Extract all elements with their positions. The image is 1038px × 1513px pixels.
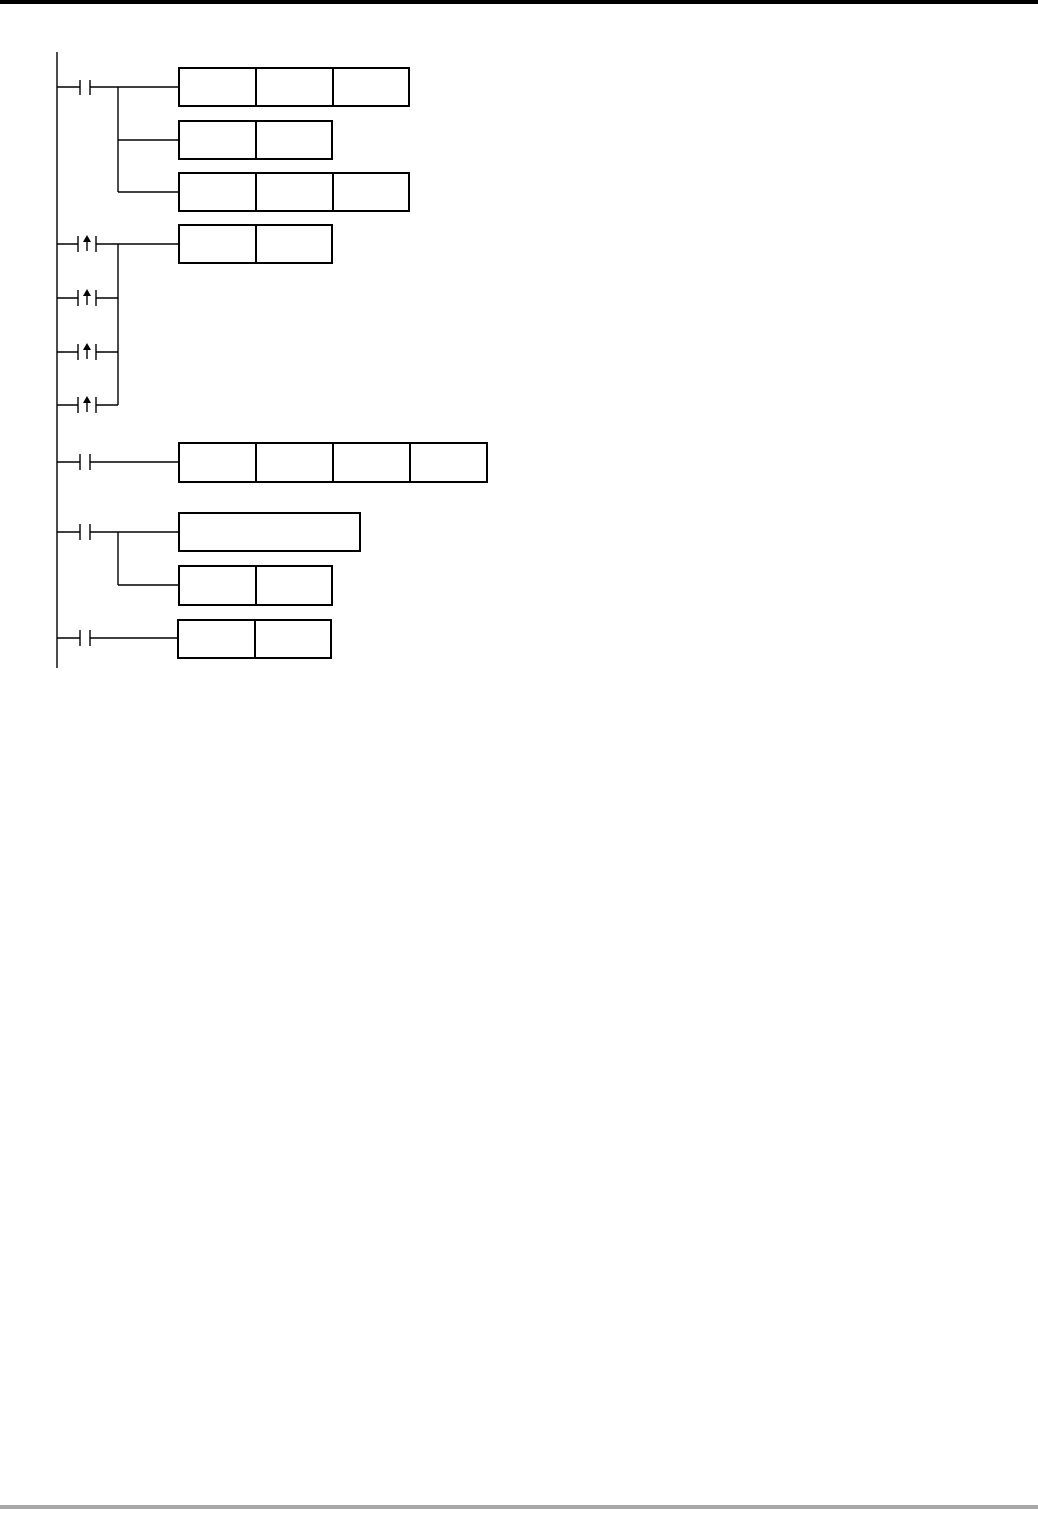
ladder-diagram — [0, 0, 1038, 700]
rung-3 — [57, 443, 487, 482]
rung-1 — [57, 68, 409, 211]
no-contact — [80, 630, 90, 646]
rung-4 — [57, 513, 360, 605]
instruction-block — [179, 173, 409, 211]
no-contact — [80, 524, 90, 540]
instruction-block — [179, 443, 487, 482]
rung-5 — [57, 620, 331, 658]
instruction-block — [179, 68, 409, 106]
rising-edge-contact — [78, 235, 96, 252]
instruction-block — [179, 225, 332, 263]
no-contact — [80, 454, 90, 470]
no-contact — [80, 80, 90, 95]
rising-edge-contact — [78, 289, 96, 306]
rising-edge-contact — [78, 396, 96, 413]
bottom-rule — [0, 1505, 1038, 1509]
instruction-block — [179, 121, 332, 159]
instruction-block — [178, 620, 331, 658]
instruction-block — [179, 513, 360, 551]
rung-2 — [57, 225, 332, 413]
rising-edge-contact — [78, 343, 96, 360]
instruction-block — [179, 566, 332, 605]
